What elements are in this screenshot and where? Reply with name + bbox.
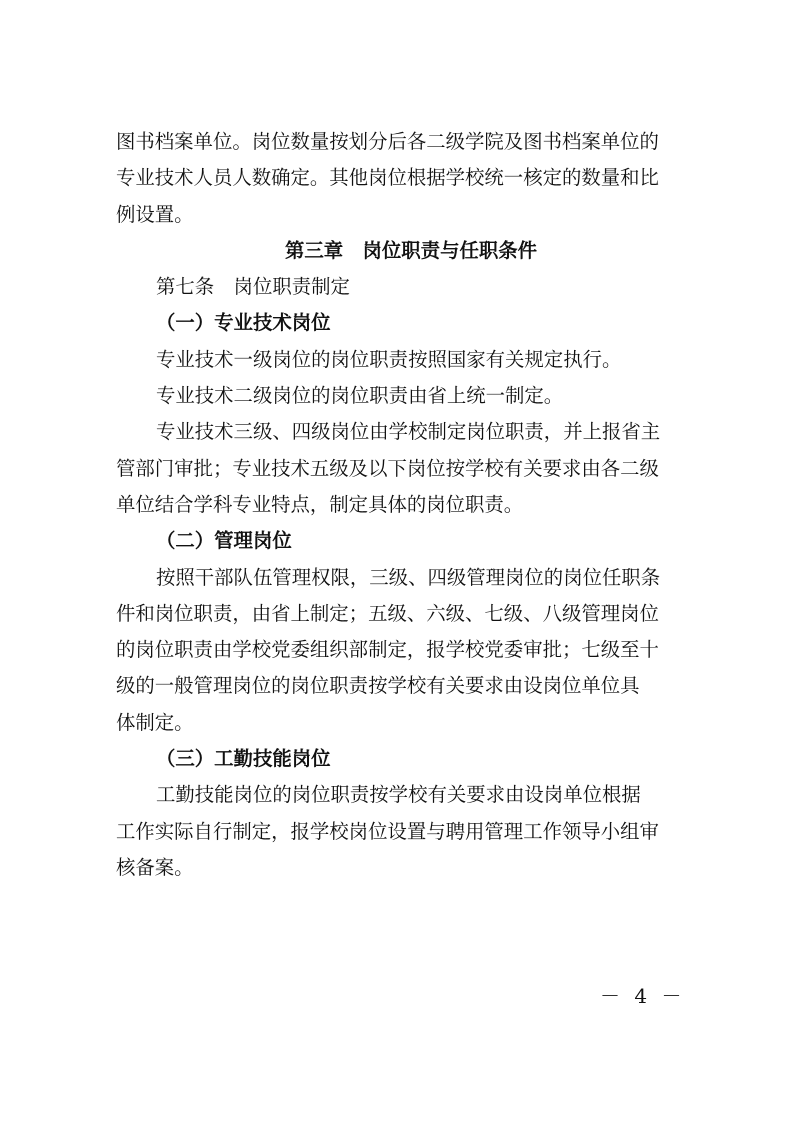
text-line: 工作实际自行制定，报学校岗位设置与聘用管理工作领导小组审 xyxy=(116,819,659,843)
text-line: 专业技术一级岗位的岗位职责按照国家有关规定执行。 xyxy=(156,347,622,371)
text-line: 专业技术二级岗位的岗位职责由省上统一制定。 xyxy=(156,384,564,408)
text-line: 第七条 岗位职责制定 xyxy=(156,275,350,299)
paragraph xyxy=(116,269,706,305)
text-line: 体制定。 xyxy=(116,710,194,734)
section-subheading: （二）管理岗位 xyxy=(156,529,292,553)
text-line: 按照干部队伍管理权限，三级、四级管理岗位的岗位任职条 xyxy=(156,565,661,589)
paragraph xyxy=(116,342,706,378)
text-line: 专业技术人员人数确定。其他岗位根据学校统一核定的数量和比 xyxy=(116,166,659,190)
text-line: 专业技术三级、四级岗位由学校制定岗位职责，并上报省主 xyxy=(156,420,661,444)
paragraph xyxy=(116,378,706,414)
chapter-heading: 第三章 岗位职责与任职条件 xyxy=(284,238,538,262)
text-line: 工勤技能岗位的岗位职责按学校有关要求由设岗单位根据 xyxy=(156,783,641,807)
text-line: 的岗位职责由学校党委组织部制定，报学校党委审批；七级至十 xyxy=(116,638,659,662)
paragraph xyxy=(116,414,706,523)
page-number: － 4 － xyxy=(600,984,686,1008)
text-line: 图书档案单位。岗位数量按划分后各二级学院及图书档案单位的 xyxy=(116,130,659,153)
section-subheading: （三）工勤技能岗位 xyxy=(156,747,331,771)
text-line: 单位结合学科专业特点，制定具体的岗位职责。 xyxy=(116,492,524,516)
text-line: 级的一般管理岗位的岗位职责按学校有关要求由设岗位单位具 xyxy=(116,674,640,698)
text-line: 件和岗位职责，由省上制定；五级、六级、七级、八级管理岗位 xyxy=(116,601,659,625)
text-line: 核备案。 xyxy=(116,855,194,879)
paragraph xyxy=(116,777,706,886)
text-line: 管部门审批；专业技术五级及以下岗位按学校有关要求由各二级 xyxy=(116,456,659,480)
paragraph xyxy=(116,560,706,741)
document-body xyxy=(116,124,706,886)
section-subheading: （一）专业技术岗位 xyxy=(156,311,331,335)
text-line: 例设置。 xyxy=(116,202,194,226)
paragraph xyxy=(116,124,706,233)
